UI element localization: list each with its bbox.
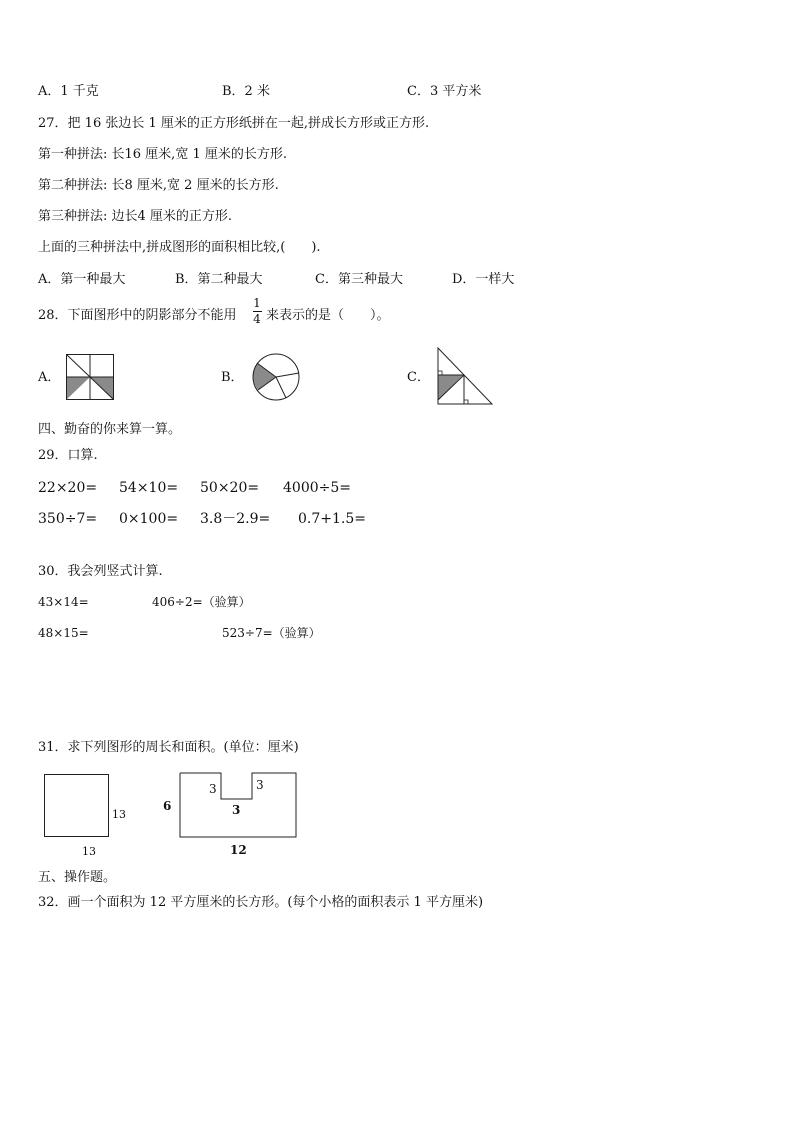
q31-square-bottom-label: 13: [82, 845, 96, 858]
q28-figure-b: [250, 352, 302, 402]
q28-stem-before: 28．下面图形中的阴影部分不能用: [38, 308, 237, 323]
q31-title: 31．求下列图形的周长和面积。(单位：厘米): [38, 740, 299, 755]
q28-figure-c: [434, 346, 494, 406]
q32-stem: 32．画一个面积为 12 平方厘米的长方形。(每个小格的面积表示 1 平方厘米): [38, 895, 484, 910]
q29-item-7: 3.8－2.9=: [200, 511, 271, 527]
q26-option-a: A．1 千克: [38, 84, 99, 99]
q30-item-1: 43×14=: [38, 595, 89, 609]
q26-option-b: B．2 米: [222, 84, 270, 99]
q29-item-5: 350÷7=: [38, 511, 98, 527]
q30-item-4: 523÷7=（验算）: [222, 626, 321, 640]
q27-way3: 第三种拼法: 边长4 厘米的正方形.: [38, 209, 233, 224]
section-4-heading: 四、勤奋的你来算一算。: [38, 422, 182, 437]
section-5-heading: 五、操作题。: [38, 870, 117, 885]
fraction-numerator: 1: [253, 296, 261, 310]
q31-shape-left-label: 6: [163, 799, 172, 813]
q27-option-d: D．一样大: [452, 272, 515, 287]
fraction-denominator: 4: [253, 312, 261, 326]
q29-item-1: 22×20=: [38, 480, 98, 496]
q31-notch-width-label: 3: [232, 803, 241, 817]
q28-fraction: [250, 297, 264, 326]
q29-title: 29．口算.: [38, 448, 98, 463]
q27-way2: 第二种拼法: 长8 厘米,宽 2 厘米的长方形.: [38, 178, 279, 193]
q29-item-3: 50×20=: [200, 480, 260, 496]
q31-notch-left-label: 3: [209, 782, 217, 796]
q29-item-6: 0×100=: [119, 511, 179, 527]
q28-option-c-label: C．: [407, 370, 430, 385]
q30-title: 30．我会列竖式计算.: [38, 564, 163, 579]
q29-item-2: 54×10=: [119, 480, 179, 496]
q27-option-c: C．第三种最大: [315, 272, 403, 287]
q30-item-2: 406÷2=（验算）: [152, 595, 251, 609]
q31-shape-bottom-label: 12: [230, 843, 247, 857]
q29-item-4: 4000÷5=: [283, 480, 351, 496]
q27-way1: 第一种拼法: 长16 厘米,宽 1 厘米的长方形.: [38, 147, 287, 162]
q27-option-b: B．第二种最大: [175, 272, 263, 287]
q28-option-a-label: A．: [38, 370, 61, 385]
q29-item-8: 0.7+1.5=: [298, 511, 366, 527]
q28-stem-after: 来表示的是（ ）。: [266, 308, 390, 323]
q31-square-right-label: 13: [112, 808, 126, 821]
q27-option-a: A．第一种最大: [38, 272, 126, 287]
q31-notch-right-label: 3: [256, 778, 264, 792]
q27-question: 上面的三种拼法中,拼成图形的面积相比较,( ).: [38, 240, 321, 255]
q27-stem: 27．把 16 张边长 1 厘米的正方形纸拼在一起,拼成长方形或正方形.: [38, 116, 430, 131]
q26-option-c: C．3 平方米: [407, 84, 482, 99]
q30-item-3: 48×15=: [38, 626, 89, 640]
q28-option-b-label: B．: [221, 370, 244, 385]
q31-square-figure: [44, 774, 110, 838]
q28-figure-a: [66, 354, 114, 400]
